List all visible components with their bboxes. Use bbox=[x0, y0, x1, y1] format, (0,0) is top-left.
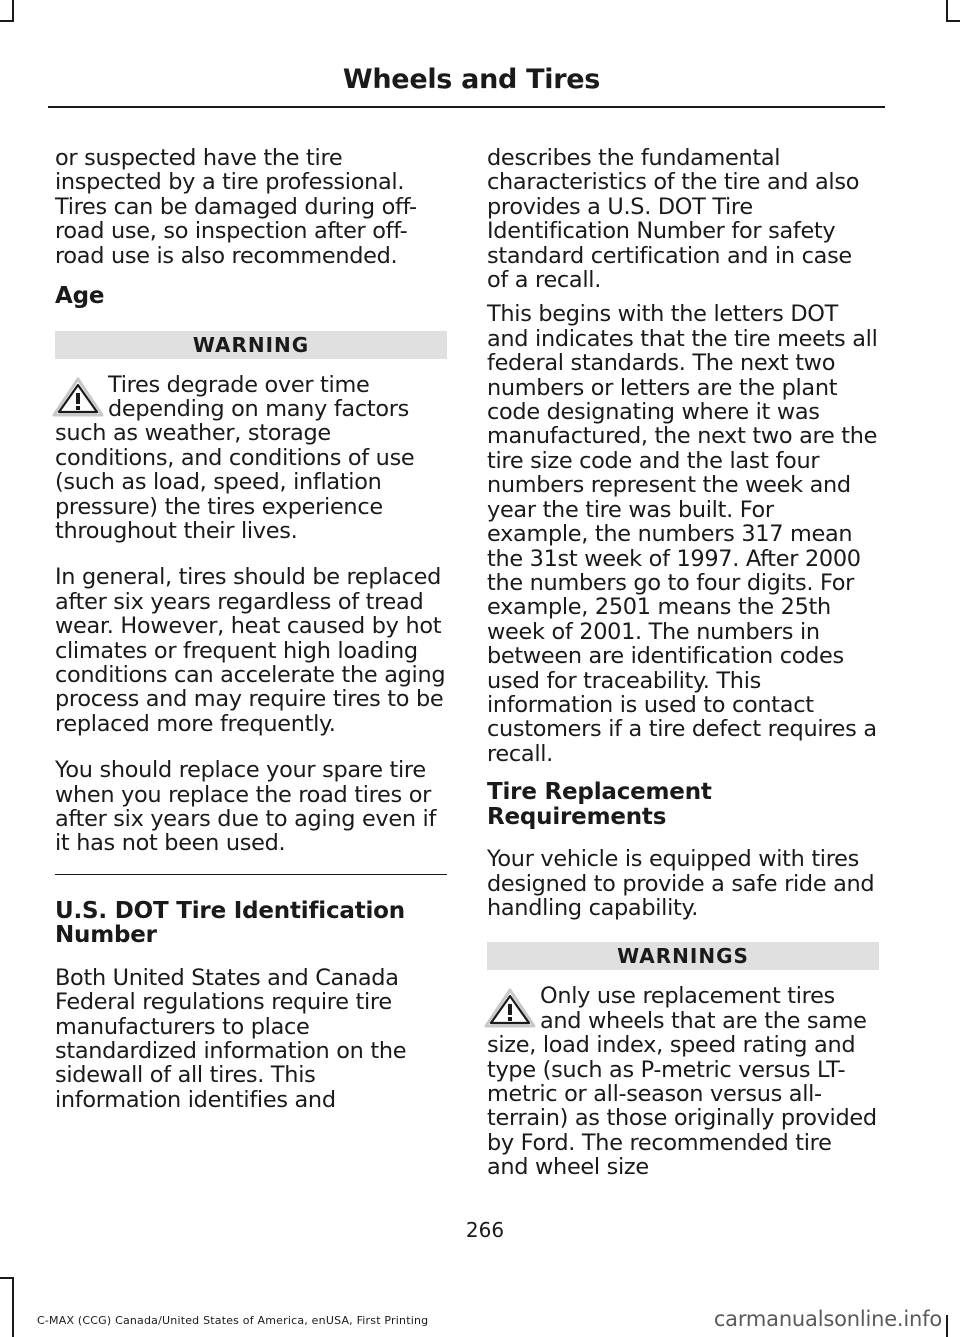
paragraph: describes the fundamental characteristics of the tire and also provides a U.S. DOT Tire Identification Number for safety standard certification and in case of a recall. bbox=[487, 145, 860, 294]
warning-triangle-icon bbox=[52, 377, 104, 417]
page-title: Wheels and Tires bbox=[342, 64, 600, 95]
paragraph: You should replace your spare tire when you replace the road tires or after six years due to aging even if it has not been used. bbox=[55, 757, 437, 857]
crop-mark bbox=[946, 1315, 948, 1337]
paragraph: Your vehicle is equipped with tires designed to provide a safe ride and handling capability. bbox=[487, 846, 875, 921]
divider bbox=[55, 874, 447, 875]
paragraph: or suspected have the tire inspected by a tire professional. Tires can be damaged during off-road use, so inspection after off-road use is also recommended. bbox=[55, 145, 417, 269]
section-heading-age: Age bbox=[55, 283, 105, 310]
right-column bbox=[487, 146, 879, 1202]
section-heading-dot: U.S. DOT Tire Identification Number bbox=[55, 897, 405, 949]
page-header bbox=[48, 58, 885, 108]
crop-mark bbox=[0, 20, 14, 22]
crop-mark bbox=[946, 0, 948, 22]
watermark: carmanualsonline.info bbox=[713, 1307, 942, 1331]
warning-text: Only use replacement tires and wheels that are the same size, load index, speed rating and type (such as P-metric versus LT-metric or all-season versus all-terrain) as those originally provided by Ford. The recommended tire and wheel size bbox=[487, 983, 877, 1181]
crop-mark bbox=[0, 1277, 14, 1279]
warning-block bbox=[487, 984, 879, 1179]
warning-text: Tires degrade over time depending on many factors such as weather, storage conditions, and conditions of use (such as load, speed, inflation pressure) the tires experience throughout their lives. bbox=[55, 371, 415, 544]
footer-text: C-MAX (CCG) Canada/United States of America, enUSA, First Printing bbox=[37, 1314, 429, 1327]
paragraph: This begins with the letters DOT and indicates that the tire meets all federal standards. The next two numbers or letters are the plant code designating where it was manufactured, the next two are the tire size code and the last four numbers represent the week and year the tire was built. For example, the numbers 317 mean the 31st week of 1997. After 2000 the numbers go to four digits. For example, 2501 means the 25th week of 2001. The numbers in between are identification codes used for traceability. This information is used to contact customers if a tire defect requires a recall. bbox=[487, 301, 878, 767]
warning-label: WARNING bbox=[55, 331, 447, 359]
left-column bbox=[55, 146, 447, 1122]
paragraph: In general, tires should be replaced after six years regardless of tread wear. However, heat caused by hot climates or frequent high loading conditions can accelerate the aging process and may require tires to be replaced more frequently. bbox=[55, 564, 446, 737]
warnings-label: WARNINGS bbox=[487, 942, 879, 970]
section-heading-replacement: Tire Replacement Requirements bbox=[487, 779, 712, 830]
warning-triangle-icon bbox=[484, 988, 536, 1028]
crop-mark bbox=[12, 0, 14, 22]
page-number: 266 bbox=[465, 1218, 505, 1242]
crop-mark bbox=[12, 1277, 14, 1337]
paragraph: Both United States and Canada Federal regulations require tire manufacturers to place standardized information on the sidewall of all tires. This information identifies and bbox=[55, 964, 407, 1113]
crop-mark bbox=[946, 20, 960, 22]
warning-block bbox=[55, 373, 447, 544]
